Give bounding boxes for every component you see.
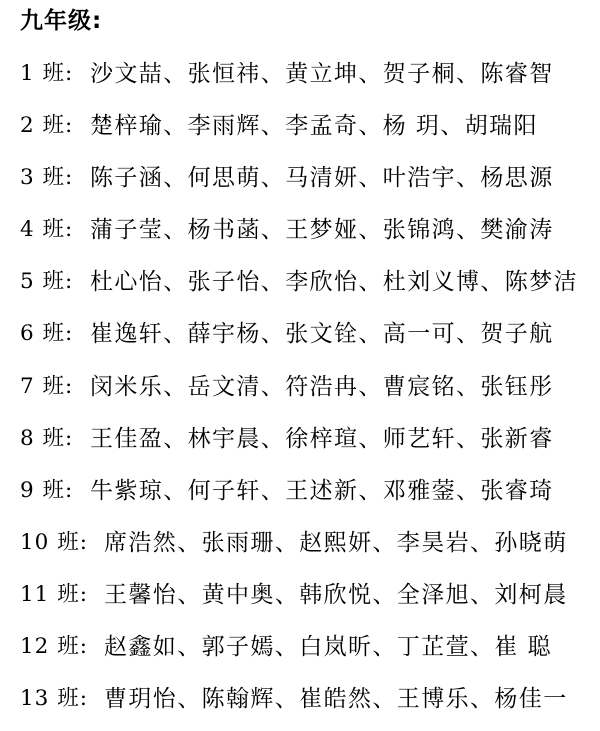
class-row-1 <box>0 54 600 106</box>
class-label: 8 班: <box>20 425 74 451</box>
class-row-12 <box>0 627 600 679</box>
class-row-3 <box>0 158 600 210</box>
class-row-13 <box>0 679 600 731</box>
class-names: 陈子涵、何思萌、马清妍、叶浩宇、杨思源 <box>90 165 554 192</box>
class-names: 王佳盈、林宇晨、徐梓瑄、师艺轩、张新睿 <box>90 425 554 452</box>
class-label: 6 班: <box>20 321 74 347</box>
class-row-5 <box>0 262 600 314</box>
class-row-2 <box>0 106 600 158</box>
class-row-8 <box>0 419 600 471</box>
class-names: 王馨怡、黄中奥、韩欣悦、全泽旭、刘柯晨 <box>104 581 568 608</box>
class-label: 13 班: <box>20 686 88 712</box>
class-row-11 <box>0 575 600 627</box>
class-names: 楚梓瑜、李雨辉、李孟奇、杨 玥、胡瑞阳 <box>90 113 538 140</box>
class-row-10 <box>0 523 600 575</box>
class-names: 曹玥怡、陈翰辉、崔皓然、王博乐、杨佳一 <box>104 686 568 713</box>
class-names: 赵鑫如、郭子嫣、白岚昕、丁芷萱、崔 聪 <box>104 634 552 661</box>
class-label: 2 班: <box>20 113 74 139</box>
class-label: 3 班: <box>20 165 74 191</box>
class-names: 牛紫琼、何子轩、王述新、邓雅蓥、张睿琦 <box>90 477 554 504</box>
class-row-9 <box>0 471 600 523</box>
class-row-6 <box>0 314 600 366</box>
class-label: 9 班: <box>20 477 74 503</box>
class-names: 杜心怡、张子怡、李欣怡、杜刘义博、陈梦洁 <box>90 269 578 296</box>
class-label: 10 班: <box>20 529 88 555</box>
class-label: 5 班: <box>20 269 74 295</box>
class-label: 12 班: <box>20 634 88 660</box>
class-names: 沙文喆、张恒祎、黄立坤、贺子桐、陈睿智 <box>90 61 554 87</box>
class-label: 7 班: <box>20 373 74 399</box>
class-roster-list <box>0 54 600 731</box>
class-row-7 <box>0 367 600 419</box>
grade-heading: 九年级: <box>20 8 103 34</box>
class-row-4 <box>0 210 600 262</box>
class-label: 1 班: <box>20 61 74 86</box>
class-names: 闵米乐、岳文清、符浩冉、曹宸铭、张钰彤 <box>90 373 554 400</box>
class-label: 4 班: <box>20 217 74 243</box>
class-names: 崔逸轩、薛宇杨、张文铨、高一可、贺子航 <box>90 321 554 348</box>
class-names: 席浩然、张雨珊、赵熙妍、李昊岩、孙晓萌 <box>104 529 568 556</box>
class-names: 蒲子莹、杨书菡、王梦娅、张锦鸿、樊渝涛 <box>90 217 554 244</box>
class-label: 11 班: <box>20 581 88 607</box>
